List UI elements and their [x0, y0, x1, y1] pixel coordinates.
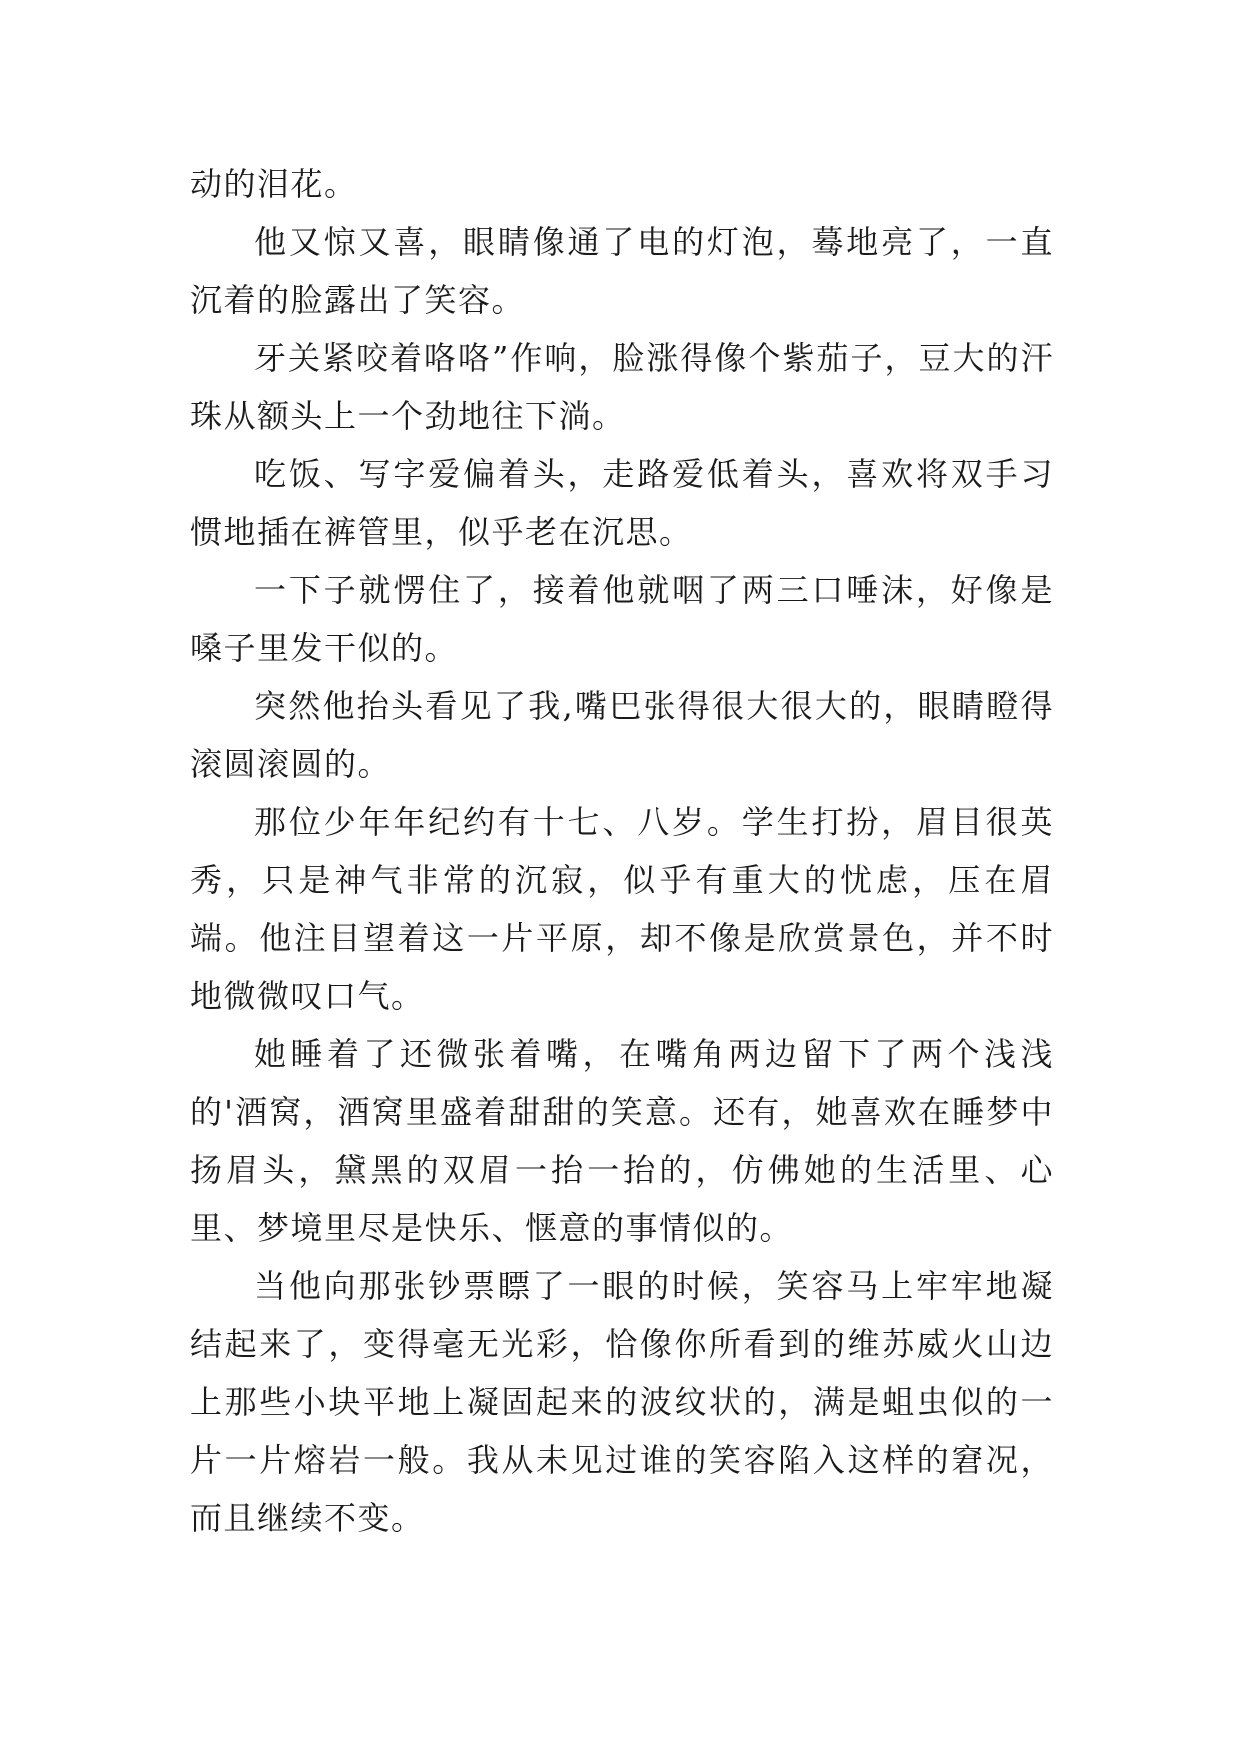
paragraph: 那位少年年纪约有十七、八岁。学生打扮，眉目很英秀，只是神气非常的沉寂，似乎有重大的忧虑，压在眉端。他注目望着这一片平原，却不像是欣赏景色，并不时地微微叹口气。	[190, 803, 1054, 1015]
paragraph: 突然他抬头看见了我,嘴巴张得很大很大的，眼睛瞪得滚圆滚圆的。	[190, 687, 1054, 783]
paragraph: 一下子就愣住了，接着他就咽了两三口唾沫，好像是嗓子里发干似的。	[190, 571, 1054, 667]
paragraph: 动的泪花。	[190, 165, 358, 203]
paragraph: 他又惊又喜，眼睛像通了电的灯泡，蓦地亮了，一直沉着的脸露出了笑容。	[190, 223, 1054, 319]
paragraph: 她睡着了还微张着嘴，在嘴角两边留下了两个浅浅的'酒窝，酒窝里盛着甜甜的笑意。还有，她喜欢在睡梦中扬眉头，黛黑的双眉一抬一抬的，仿佛她的生活里、心里、梦境里尽是快乐、惬意的事情似的。	[190, 1035, 1054, 1247]
paragraph: 牙关紧咬着咯咯”作响，脸涨得像个紫茄子，豆大的汗珠从额头上一个劲地往下淌。	[190, 339, 1054, 435]
paragraph: 当他向那张钞票瞟了一眼的时候，笑容马上牢牢地凝结起来了，变得毫无光彩，恰像你所看到的维苏威火山边上那些小块平地上凝固起来的波纹状的，满是蛆虫似的一片一片熔岩一般。我从未见过谁的笑容陷入这样的窘况，而且继续不变。	[190, 1267, 1054, 1537]
paragraph: 吃饭、写字爱偏着头，走路爱低着头，喜欢将双手习惯地插在裤管里，似乎老在沉思。	[190, 455, 1054, 551]
body-text	[190, 155, 1054, 1547]
